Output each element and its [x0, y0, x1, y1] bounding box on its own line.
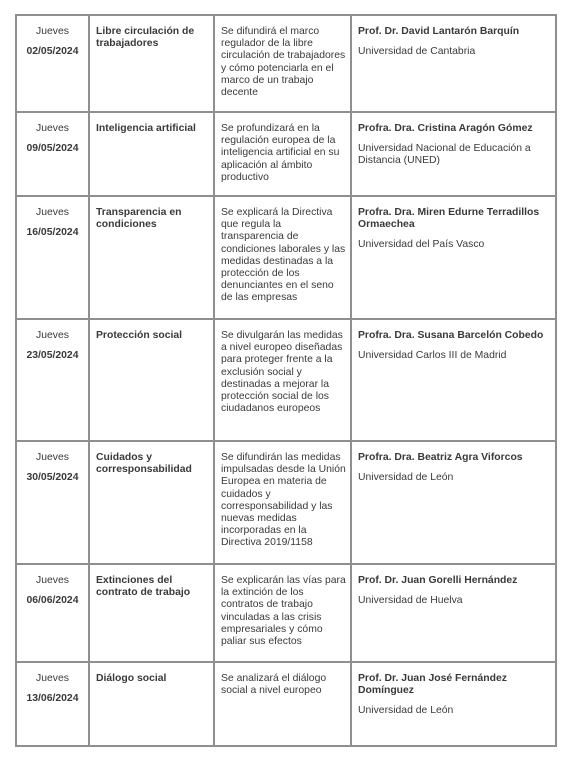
- speaker-name: Prof. Dr. David Lantarón Barquín: [358, 26, 520, 37]
- weekday-label: Jueves: [36, 26, 69, 37]
- table-row: [17, 16, 557, 113]
- date-cell: [17, 113, 90, 197]
- weekday-label: Jueves: [36, 330, 69, 341]
- speaker-university: Universidad Carlos III de Madrid: [358, 350, 507, 362]
- session-date: 30/05/2024: [26, 472, 79, 484]
- table-row: [17, 565, 557, 663]
- session-description: Se profundizará en la regulación europea de la inteligencia artificial en su aplicación al ámbito productivo: [221, 123, 340, 183]
- session-date: 06/06/2024: [26, 595, 79, 607]
- session-topic: Libre circulación de trabajadores: [96, 26, 195, 50]
- description-cell: [215, 16, 352, 113]
- session-date: 13/06/2024: [26, 693, 79, 705]
- description-cell: [215, 442, 352, 565]
- speaker-name: Prof. Dr. Juan José Fernández Domínguez: [358, 673, 507, 697]
- topic-cell: [90, 113, 215, 197]
- description-cell: [215, 565, 352, 663]
- speaker-name: Profra. Dra. Cristina Aragón Gómez: [358, 123, 533, 134]
- speaker-cell: [352, 442, 557, 565]
- speaker-cell: [352, 197, 557, 320]
- weekday-label: Jueves: [36, 452, 69, 463]
- speaker-name: Profra. Dra. Susana Barcelón Cobedo: [358, 330, 544, 341]
- weekday-label: Jueves: [36, 123, 69, 134]
- description-cell: [215, 113, 352, 197]
- speaker-name: Prof. Dr. Juan Gorelli Hernández: [358, 575, 518, 586]
- session-topic: Cuidados y corresponsabilidad: [96, 452, 192, 476]
- description-cell: [215, 320, 352, 442]
- table-row: [17, 113, 557, 197]
- speaker-name: Profra. Dra. Miren Edurne Terradillos Ormaechea: [358, 207, 540, 231]
- description-cell: [215, 197, 352, 320]
- date-cell: [17, 16, 90, 113]
- speaker-university: Universidad Nacional de Educación a Distancia (UNED): [358, 143, 531, 167]
- session-description: Se divulgarán las medidas a nivel europeo diseñadas para proteger frente a la exclusión social y destinadas a mejorar la protección social de los ciudadanos europeos: [221, 330, 343, 415]
- speaker-cell: [352, 320, 557, 442]
- speaker-name: Profra. Dra. Beatriz Agra Viforcos: [358, 452, 523, 463]
- speaker-university: Universidad del País Vasco: [358, 239, 485, 251]
- session-topic: Transparencia en condiciones: [96, 207, 182, 231]
- topic-cell: [90, 565, 215, 663]
- session-description: Se difundirán las medidas impulsadas desde la Unión Europea en materia de cuidados y corresponsabilidad y las nuevas medidas incorporadas en la Directiva 2019/1158: [221, 452, 346, 549]
- session-description: Se analizará el diálogo social a nivel europeo: [221, 673, 327, 697]
- schedule-table: [15, 14, 557, 747]
- session-date: 02/05/2024: [26, 46, 79, 58]
- table-row: [17, 663, 557, 747]
- speaker-cell: [352, 16, 557, 113]
- date-cell: [17, 197, 90, 320]
- session-topic: Inteligencia artificial: [96, 123, 196, 134]
- session-topic: Protección social: [96, 330, 183, 341]
- topic-cell: [90, 16, 215, 113]
- session-date: 23/05/2024: [26, 350, 79, 362]
- speaker-university: Universidad de Cantabria: [358, 46, 476, 58]
- speaker-cell: [352, 663, 557, 747]
- session-description: Se explicarán las vías para la extinción de los contratos de trabajo vinculadas a las crisis empresariales y cómo paliar sus efectos: [221, 575, 346, 648]
- topic-cell: [90, 442, 215, 565]
- speaker-cell: [352, 113, 557, 197]
- session-description: Se difundirá el marco regulador de la libre circulación de trabajadores y cómo potenciarla en el marco de un trabajo decente: [221, 26, 346, 99]
- table-row: [17, 320, 557, 442]
- session-topic: Extinciones del contrato de trabajo: [96, 575, 191, 599]
- description-cell: [215, 663, 352, 747]
- table-row: [17, 197, 557, 320]
- topic-cell: [90, 320, 215, 442]
- table-row: [17, 442, 557, 565]
- speaker-cell: [352, 565, 557, 663]
- date-cell: [17, 320, 90, 442]
- weekday-label: Jueves: [36, 207, 69, 218]
- weekday-label: Jueves: [36, 673, 69, 684]
- speaker-university: Universidad de León: [358, 705, 454, 717]
- date-cell: [17, 663, 90, 747]
- session-description: Se explicará la Directiva que regula la transparencia de condiciones laborales y las medidas destinadas a la protección de los denunciantes en el seno de las empresas: [221, 207, 346, 304]
- speaker-university: Universidad de León: [358, 472, 454, 484]
- date-cell: [17, 442, 90, 565]
- topic-cell: [90, 663, 215, 747]
- date-cell: [17, 565, 90, 663]
- weekday-label: Jueves: [36, 575, 69, 586]
- session-date: 16/05/2024: [26, 227, 79, 239]
- session-date: 09/05/2024: [26, 143, 79, 155]
- session-topic: Diálogo social: [96, 673, 167, 684]
- speaker-university: Universidad de Huelva: [358, 595, 463, 607]
- topic-cell: [90, 197, 215, 320]
